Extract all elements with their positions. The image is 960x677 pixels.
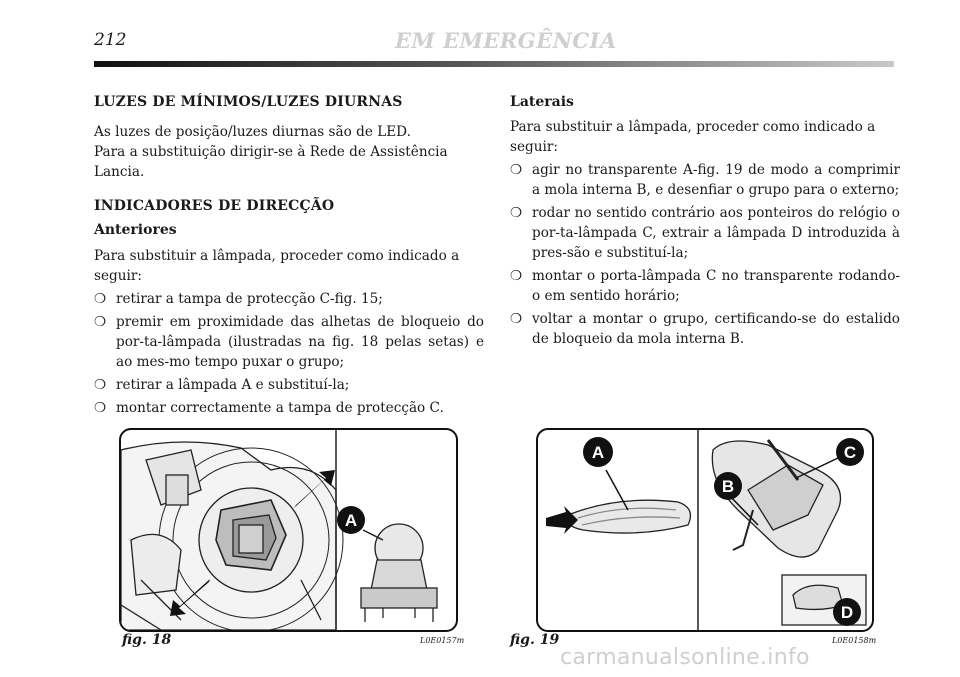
bullet-icon: ❍: [94, 377, 107, 393]
watermark: carmanualsonline.info: [560, 645, 810, 670]
bullet-icon: ❍: [510, 268, 523, 284]
callout-a: A: [344, 511, 358, 530]
heading-anteriores: Anteriores: [94, 222, 177, 238]
paragraph: Para a substituição dirigir-se à Rede de Assistência Lancia.: [94, 144, 448, 180]
heading-luzes: LUZES DE MÍNIMOS/LUZES DIURNAS: [94, 94, 403, 110]
list-item: ❍ montar correctamente a tampa de protecção C.: [94, 400, 444, 416]
list-item: ❍ voltar a montar o grupo, certificando-se do estalido de bloqueio da mola interna B.: [510, 311, 900, 347]
header-rule: [94, 61, 894, 67]
heading-indicadores: INDICADORES DE DIRECÇÃO: [94, 198, 335, 214]
left-column: [94, 92, 484, 418]
callout-a: A: [591, 443, 605, 462]
bullet-icon: ❍: [510, 162, 523, 178]
callout-b: B: [721, 477, 735, 496]
callout-d: D: [840, 603, 854, 622]
side-indicator-illustration: [538, 430, 872, 630]
page-number: 212: [94, 30, 127, 50]
figure-18-label: fig. 18: [122, 632, 172, 648]
headlamp-bulb-illustration: [121, 430, 456, 630]
heading-laterais: Laterais: [510, 94, 574, 110]
bullet-icon: ❍: [94, 400, 107, 416]
list-item: ❍ retirar a lâmpada A e substituí-la;: [94, 377, 350, 393]
figure-19-code: L0E0158m: [832, 636, 877, 645]
list-item: ❍ premir em proximidade das alhetas de bloqueio do por-ta-lâmpada (ilustradas na fig. 18 pelas setas) e ao mes-mo tempo puxar o grupo;: [94, 314, 484, 370]
figure-19-illustration: [536, 428, 874, 632]
paragraph: Para substituir a lâmpada, proceder como indicado a seguir:: [94, 248, 460, 284]
right-column: [510, 92, 900, 349]
list-item: ❍ agir no transparente A-fig. 19 de modo a comprimir a mola interna B, e desenfiar o grupo para o externo;: [510, 162, 900, 198]
figure-19-label: fig. 19: [510, 632, 560, 648]
list-item: ❍ retirar a tampa de protecção C-fig. 15;: [94, 291, 383, 307]
callout-c: C: [843, 443, 857, 462]
paragraph: As luzes de posição/luzes diurnas são de LED.: [94, 124, 411, 140]
figure-18-illustration: [119, 428, 458, 632]
bullet-icon: ❍: [510, 311, 523, 327]
bullet-icon: ❍: [510, 205, 523, 221]
bullet-icon: ❍: [94, 291, 107, 307]
section-title: EM EMERGÊNCIA: [395, 28, 617, 53]
figure-18-code: L0E0157m: [420, 636, 465, 645]
list-item: ❍ montar o porta-lâmpada C no transparente rodando-o em sentido horário;: [510, 268, 900, 304]
bullet-icon: ❍: [94, 314, 107, 330]
list-item: ❍ rodar no sentido contrário aos ponteiros do relógio o por-ta-lâmpada C, extrair a lâmpada D introduzida à pres-são e substituí-la;: [510, 205, 900, 261]
paragraph: Para substituir a lâmpada, proceder como indicado a seguir:: [510, 119, 876, 155]
